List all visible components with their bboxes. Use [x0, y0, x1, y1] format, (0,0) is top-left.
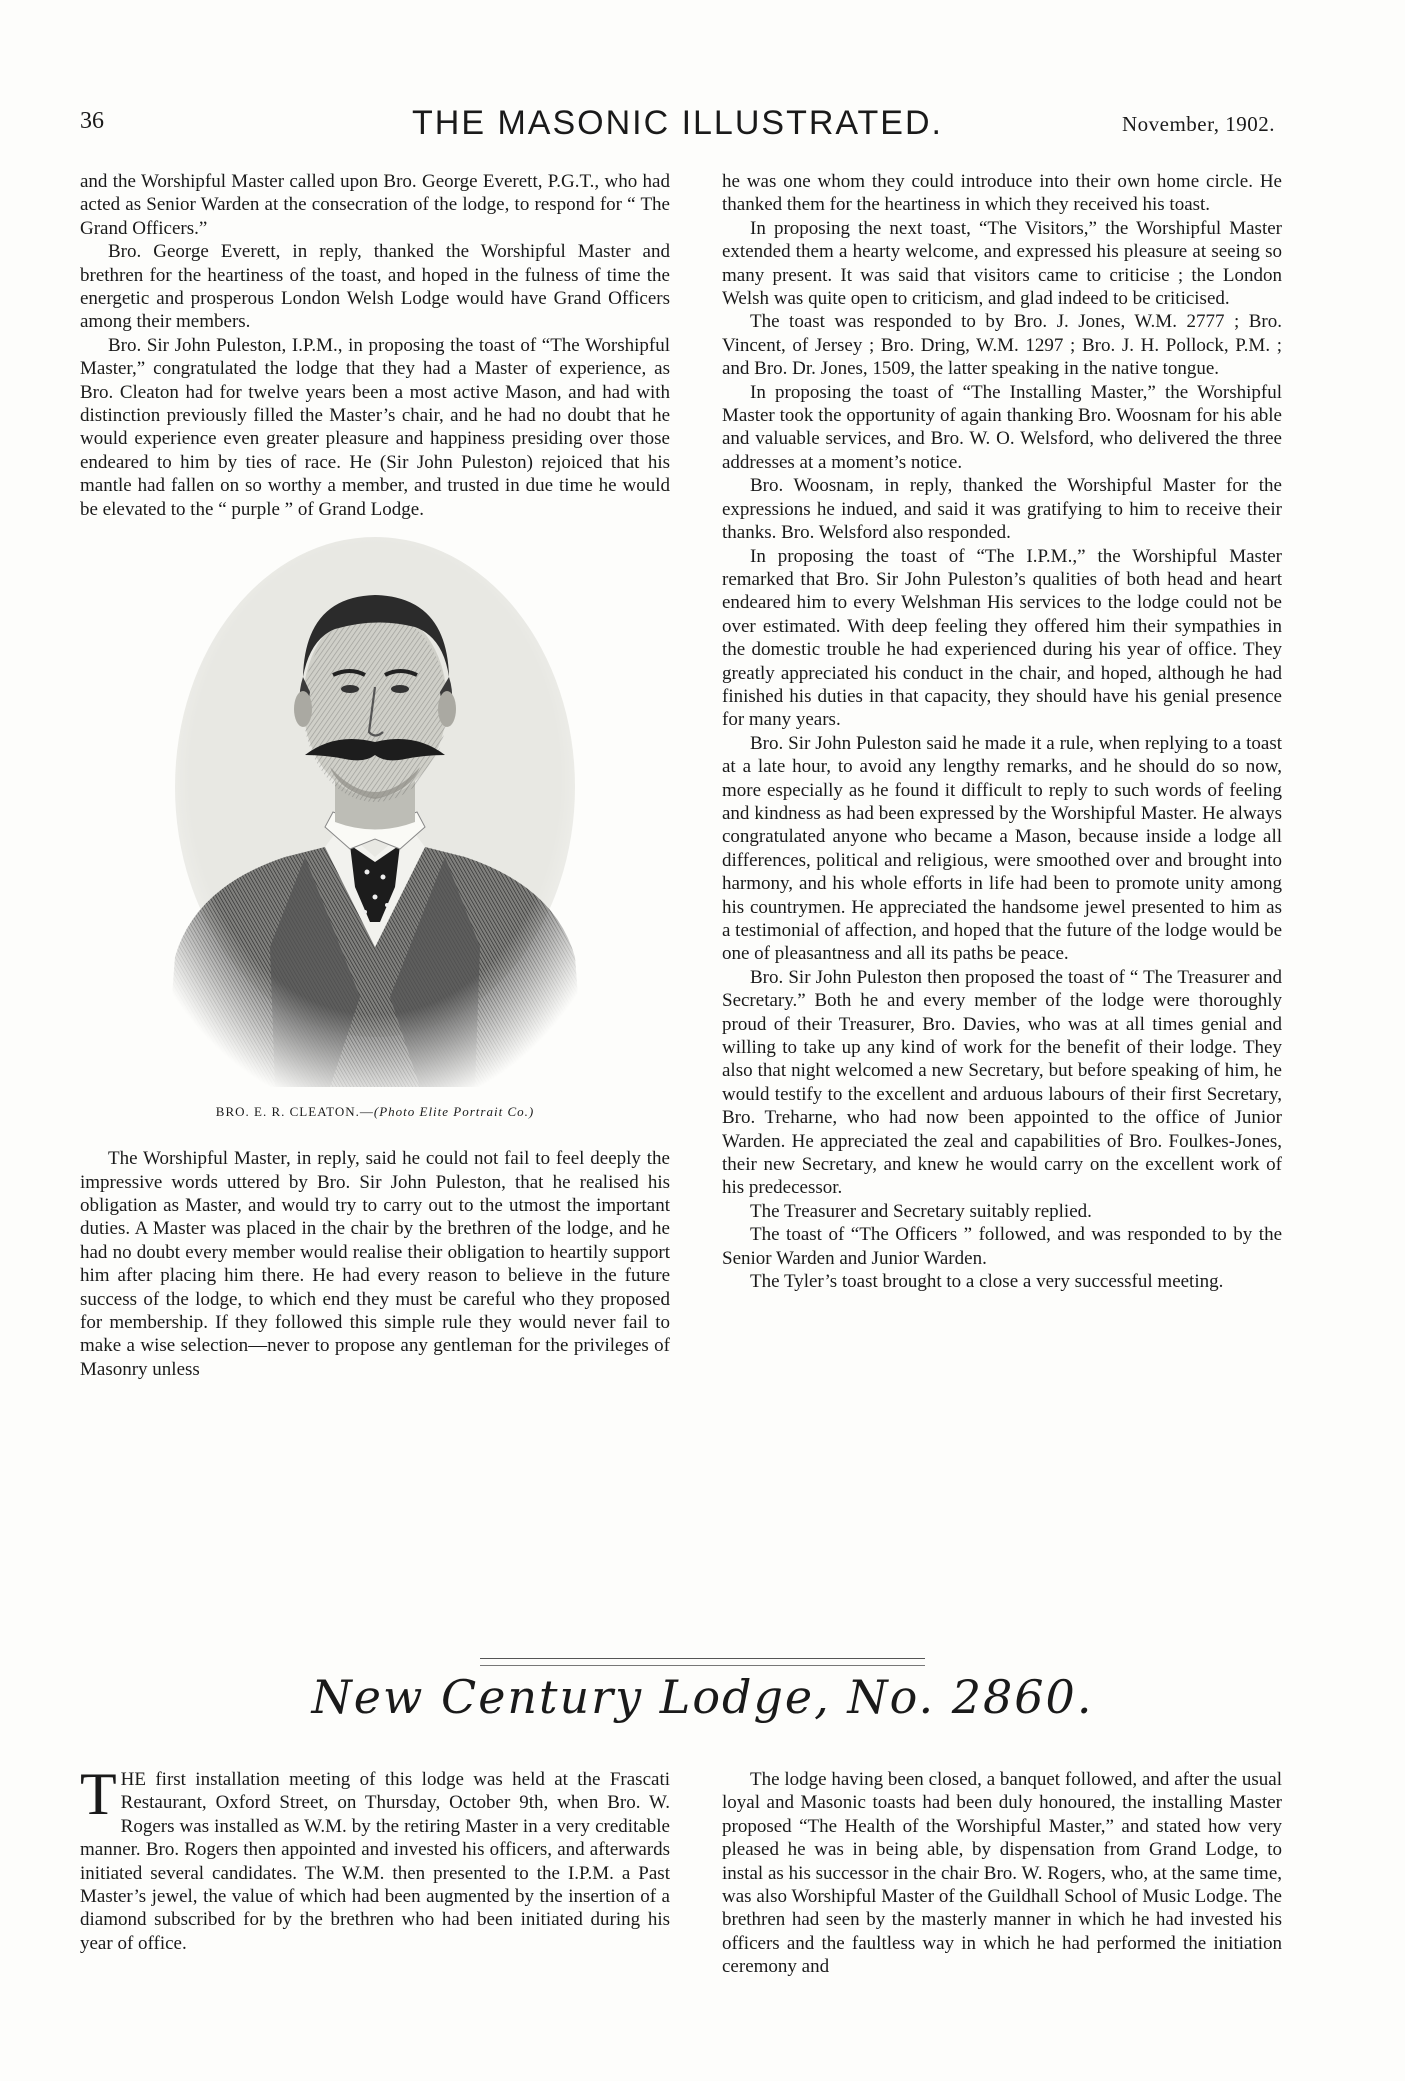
paragraph: and the Worshipful Master called upon Bro. George Everett, P.G.T., who had acted as Senior Warden at the consecration of the lodge, to respond for “ The Grand Officers.”	[80, 171, 670, 239]
page-header	[80, 104, 1275, 144]
section-divider	[480, 1658, 925, 1666]
paragraph: In proposing the toast of “The Installing Master,” the Worshipful Master took the opportunity of again thanking Bro. Woosnam for his able and valuable services, and Bro. W. O. Welsford, who delivered the three addresses at a moment’s notice.	[722, 381, 1282, 473]
right-column	[722, 170, 1282, 1294]
paragraph	[80, 1761, 670, 1955]
paragraph: The lodge having been closed, a banquet followed, and after the usual loyal and Masonic toasts had been duly honoured, the installing Master proposed “The Health of the Worshipful Master,” and stated how very pleased he was in being able, by dispensation from Grand Lodge, to instal as his successor in the chair Bro. W. Rogers, who, at the same time, was also Worshipful Master of the Guildhall School of Music Lodge. The brethren had seen by the masterly manner in which he had invested his officers and the faultless way in which he had performed the initiation ceremony and	[722, 1769, 1282, 1978]
caption-credit: (Photo Elite Portrait Co.)	[373, 1103, 535, 1119]
paragraph: In proposing the toast of “The I.P.M.,” the Worshipful Master remarked that Bro. Sir John Puleston’s qualities of both head and heart endeared him to every Welshman His services to the lodge could not be over estimated. With deep feeling they offered him their sympathies in the domestic trouble he had experienced during his year of office. They greatly appreciated his conduct in the chair, and hoped, although he had finished his duties in that capacity, they should have his genial presence for many years.	[722, 545, 1282, 731]
paragraph: The Treasurer and Secretary suitably replied.	[750, 1200, 1092, 1222]
bottom-left-column	[80, 1761, 670, 1955]
paragraph: The toast of “The Officers ” followed, and was responded to by the Senior Warden and Junior Warden.	[722, 1224, 1282, 1269]
paragraph: The Tyler’s toast brought to a close a very successful meeting.	[750, 1271, 1224, 1293]
portrait-caption	[80, 1100, 670, 1123]
engraved-portrait-icon	[155, 527, 595, 1087]
paragraph-text: HE first installation meeting of this lodge was held at the Frascati Restaurant, Oxford Street, on Thursday, October 9th, when Bro. W. Rogers was installed as W.M. by the retiring Master in a very creditable manner. Bro. Rogers then appointed and invested his officers, and afterwards initiated several candidates. The W.M. then presented to the I.P.M. a Past Master’s jewel, the value of which had been augmented by the insertion of a diamond subscribed for by the brethren who had been initiated during his year of office.	[80, 1769, 670, 1954]
paragraph: Bro. George Everett, in reply, thanked the Worshipful Master and brethren for the heartiness of the toast, and hoped in the fulness of time the energetic and prosperous London Welsh Lodge would have Grand Officers among their members.	[80, 241, 670, 333]
paragraph: Bro. Sir John Puleston then proposed the toast of “ The Treasurer and Secretary.” Both he and every member of the lodge were thoroughly proud of their Treasurer, Bro. Davies, who was at all times genial and willing to take up any kind of work for the benefit of their lodge. They also that night welcomed a new Secretary, but before speaking of him, he would testify to the excellent and arduous labours of their first Secretary, Bro. Treharne, who had now been appointed to the office of Junior Warden. He appreciated the zeal and capabilities of Bro. Foulkes-Jones, their new Secretary, and knew he would carry on the excellent work of his predecessor.	[722, 966, 1282, 1199]
paragraph: Bro. Sir John Puleston, I.P.M., in proposing the toast of “The Worshipful Master,” congratulated the lodge that they had a Master of experience, as Bro. Cleaton had for twelve years been a most active Mason, and had with distinction previously filled the Master’s chair, and he had no doubt that he would experience even greater pleasure and happiness presiding over those endeared to him by ties of race. He (Sir John Puleston) rejoiced that his mantle had fallen on so worthy a member, and trusted in due time he would be elevated to the “ purple ” of Grand Lodge.	[80, 334, 670, 520]
paragraph: The toast was responded to by Bro. J. Jones, W.M. 2777 ; Bro. Vincent, of Jersey ; Bro. Dring, W.M. 1297 ; Bro. J. H. Pollock, P.M. ; and Bro. Dr. Jones, 1509, the latter speaking in the native tongue.	[722, 311, 1282, 380]
bottom-right-column	[722, 1768, 1282, 1979]
page-number: 36	[80, 108, 104, 134]
paragraph: Bro. Sir John Puleston said he made it a rule, when replying to a toast at a late hour, to avoid any lengthy remarks, and he should do so now, more especially as he found it difficult to reply to such words of feeling and kindness as had been expressed by the Worshipful Master. He always congratulated anyone who became a Mason, because inside a lodge all differences, political and religious, were smoothed over and brought into harmony, and his whole efforts in life had been to promote unity among his countrymen. He appreciated the handsome jewel presented to him as a testimonial of affection, and hoped that the future of the lodge would be one of pleasantness and all its paths be peace.	[722, 732, 1282, 965]
paragraph: he was one whom they could introduce into their own home circle. He thanked them for the heartiness in which they received his toast.	[722, 171, 1282, 216]
paragraph: Bro. Woosnam, in reply, thanked the Worshipful Master for the expressions he indued, and said it was gratifying to him to receive their thanks. Bro. Welsford also responded.	[722, 475, 1282, 544]
left-column	[80, 170, 670, 1381]
drop-cap: T	[80, 1761, 117, 1827]
journal-title: THE MASONIC ILLUSTRATED.	[412, 104, 943, 142]
portrait-figure	[80, 527, 670, 1137]
issue-date: November, 1902.	[1121, 112, 1275, 136]
paragraph: The Worshipful Master, in reply, said he could not fail to feel deeply the impressive words uttered by Bro. Sir John Puleston, that he realised his obligation as Master, and would try to carry out to the utmost the important duties. A Master was placed in the chair by the brethren of the lodge, and he had no doubt every member would realise their obligation to heartily support him after placing him there. He had every reason to believe in the future success of the lodge, to which end they must be careful who they proposed for membership. If they followed this simple rule they would never fail to make a wise selection—never to propose any gentleman for the privileges of Masonry unless	[80, 1148, 670, 1380]
section-title: New Century Lodge, No. 2860.	[311, 1670, 1094, 1724]
caption-text: BRO. E. R. CLEATON.—	[215, 1103, 374, 1119]
paragraph: In proposing the next toast, “The Visitors,” the Worshipful Master extended them a hearty welcome, and expressed his pleasure at seeing so many present. It was said that visitors came to criticise ; the London Welsh was quite open to criticism, and glad indeed to be criticised.	[722, 217, 1282, 310]
